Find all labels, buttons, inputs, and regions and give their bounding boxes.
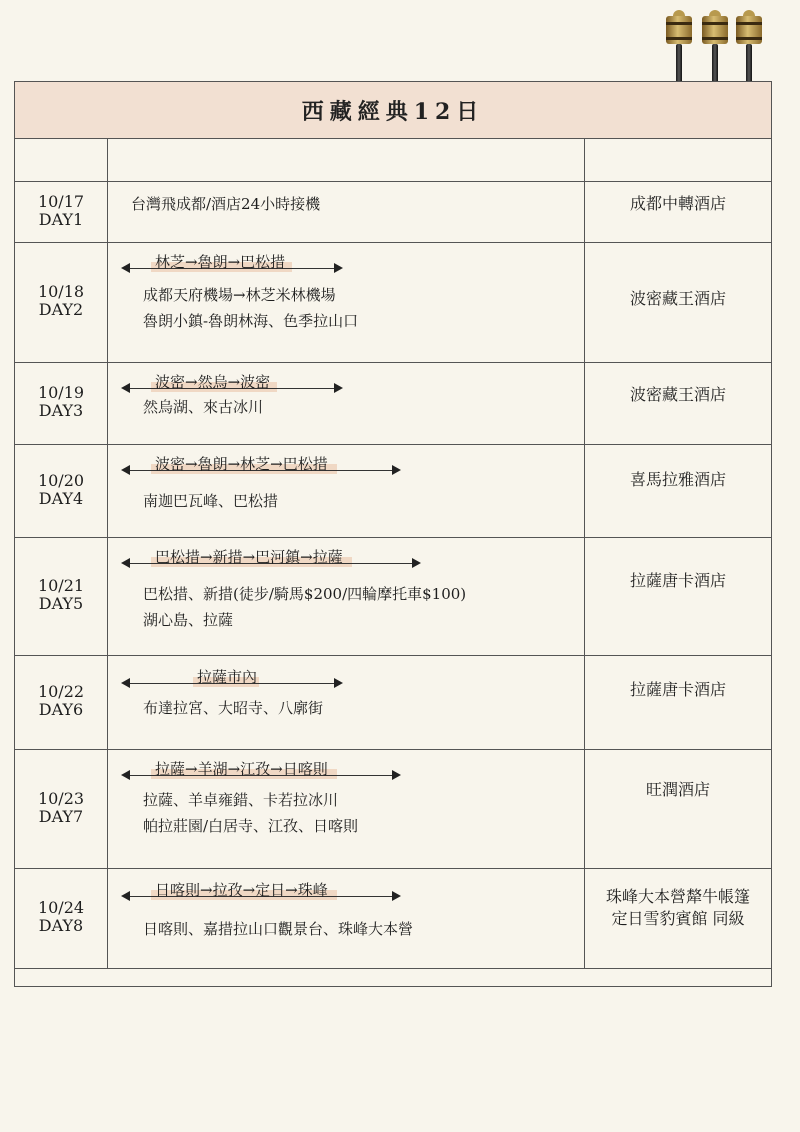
date-label: 10/22 bbox=[37, 682, 85, 701]
activity-text: 魯朗小鎮-魯朗林海、色季拉山口 bbox=[143, 312, 359, 330]
hotel-name: 波密藏王酒店 bbox=[629, 385, 726, 404]
date-cell bbox=[15, 899, 107, 935]
route-label: 林芝→魯朗→巴松措 bbox=[155, 253, 286, 271]
itinerary-row-day5 bbox=[15, 538, 771, 656]
activity-text: 然烏湖、來古冰川 bbox=[143, 398, 264, 416]
activity-text: 拉薩、羊卓雍錯、卡若拉冰川 bbox=[143, 791, 339, 809]
date-label: 10/17 bbox=[37, 191, 85, 211]
day-label: DAY8 bbox=[38, 916, 84, 935]
arrow-right-icon bbox=[334, 678, 343, 688]
route-arrow bbox=[121, 760, 401, 780]
activity-text: 巴松措、新措(徒步/騎馬$200/四輪摩托車$100) bbox=[143, 585, 467, 603]
day-label: DAY7 bbox=[38, 806, 84, 826]
itinerary-row-day3 bbox=[15, 363, 771, 445]
itinerary-row-day4 bbox=[15, 445, 771, 538]
itinerary-row-day1 bbox=[15, 182, 771, 243]
route-arrow bbox=[121, 455, 401, 475]
table-header-row bbox=[15, 139, 771, 182]
hotel-name: 喜馬拉雅酒店 bbox=[629, 470, 726, 489]
day-label: DAY5 bbox=[38, 594, 84, 613]
route-label: 拉薩市內 bbox=[197, 668, 258, 686]
activity-text: 布達拉宮、大昭寺、八廓街 bbox=[143, 699, 324, 717]
arrow-left-icon bbox=[121, 558, 130, 568]
arrow-right-icon bbox=[392, 465, 401, 475]
day-label: DAY3 bbox=[38, 401, 84, 420]
arrow-right-icon bbox=[334, 383, 343, 393]
activity-text: 南迦巴瓦峰、巴松措 bbox=[143, 492, 279, 510]
activity-text: 日喀則、嘉措拉山口觀景台、珠峰大本營 bbox=[143, 920, 414, 938]
hotel-name: 拉薩唐卡酒店 bbox=[629, 571, 726, 590]
route-arrow bbox=[121, 668, 343, 688]
day-label: DAY1 bbox=[38, 209, 84, 229]
hotel-name: 旺潤酒店 bbox=[645, 780, 710, 799]
date-cell bbox=[15, 790, 107, 826]
date-cell bbox=[15, 384, 107, 420]
arrow-left-icon bbox=[121, 891, 130, 901]
route-label: 巴松措→新措→巴河鎮→拉薩 bbox=[155, 548, 343, 566]
activity-text: 台灣飛成都/酒店24小時接機 bbox=[131, 195, 321, 213]
prayer-wheel-icon bbox=[734, 10, 764, 86]
activity-text: 帕拉莊園/白居寺、江孜、日喀則 bbox=[143, 817, 359, 835]
date-label: 10/21 bbox=[37, 576, 85, 595]
date-label: 10/24 bbox=[37, 898, 85, 917]
prayer-wheel-icon bbox=[664, 10, 694, 86]
day-label: DAY6 bbox=[38, 700, 84, 719]
date-cell bbox=[15, 577, 107, 613]
arrow-left-icon bbox=[121, 465, 130, 475]
prayer-wheel-icon bbox=[700, 10, 730, 86]
itinerary-title: 西藏經典12日 bbox=[301, 98, 485, 125]
date-label: 10/18 bbox=[37, 282, 85, 301]
day-label: DAY2 bbox=[38, 300, 84, 319]
itinerary-table bbox=[14, 139, 772, 987]
route-label: 波密→然烏→波密 bbox=[155, 373, 271, 391]
date-label: 10/20 bbox=[37, 470, 85, 490]
route-arrow bbox=[121, 548, 421, 568]
prayer-wheels-decoration bbox=[664, 10, 764, 86]
route-arrow bbox=[121, 881, 401, 901]
route-label: 日喀則→拉孜→定日→珠峰 bbox=[155, 881, 328, 899]
hotel-name: 拉薩唐卡酒店 bbox=[629, 680, 726, 699]
route-arrow bbox=[121, 373, 343, 393]
itinerary-title-bar bbox=[14, 81, 772, 139]
arrow-left-icon bbox=[121, 678, 130, 688]
date-cell bbox=[15, 283, 107, 319]
arrow-left-icon bbox=[121, 383, 130, 393]
itinerary-row-day7 bbox=[15, 750, 771, 869]
arrow-right-icon bbox=[334, 263, 343, 273]
date-cell bbox=[15, 193, 107, 229]
date-label: 10/23 bbox=[37, 788, 85, 808]
date-cell bbox=[15, 472, 107, 508]
itinerary-row-day8 bbox=[15, 869, 771, 969]
arrow-left-icon bbox=[121, 263, 130, 273]
arrow-right-icon bbox=[412, 558, 421, 568]
hotel-name: 珠峰大本營犛牛帳篷 bbox=[605, 887, 750, 906]
date-label: 10/19 bbox=[37, 383, 85, 402]
hotel-name: 定日雪豹賓館 同級 bbox=[611, 909, 745, 928]
arrow-left-icon bbox=[121, 770, 130, 780]
date-cell bbox=[15, 683, 107, 719]
day-label: DAY4 bbox=[38, 488, 84, 508]
arrow-right-icon bbox=[392, 891, 401, 901]
route-label: 波密→魯朗→林芝→巴松措 bbox=[155, 455, 328, 473]
route-label: 拉薩→羊湖→江孜→日喀則 bbox=[155, 760, 328, 778]
arrow-right-icon bbox=[392, 770, 401, 780]
activity-text: 成都天府機場→林芝米林機場 bbox=[143, 286, 336, 304]
activity-text: 湖心島、拉薩 bbox=[143, 611, 234, 629]
itinerary-row-day2 bbox=[15, 243, 771, 363]
itinerary-row-day6 bbox=[15, 656, 771, 750]
hotel-name: 波密藏王酒店 bbox=[629, 289, 726, 308]
route-arrow bbox=[121, 253, 343, 273]
hotel-name: 成都中轉酒店 bbox=[629, 194, 726, 213]
